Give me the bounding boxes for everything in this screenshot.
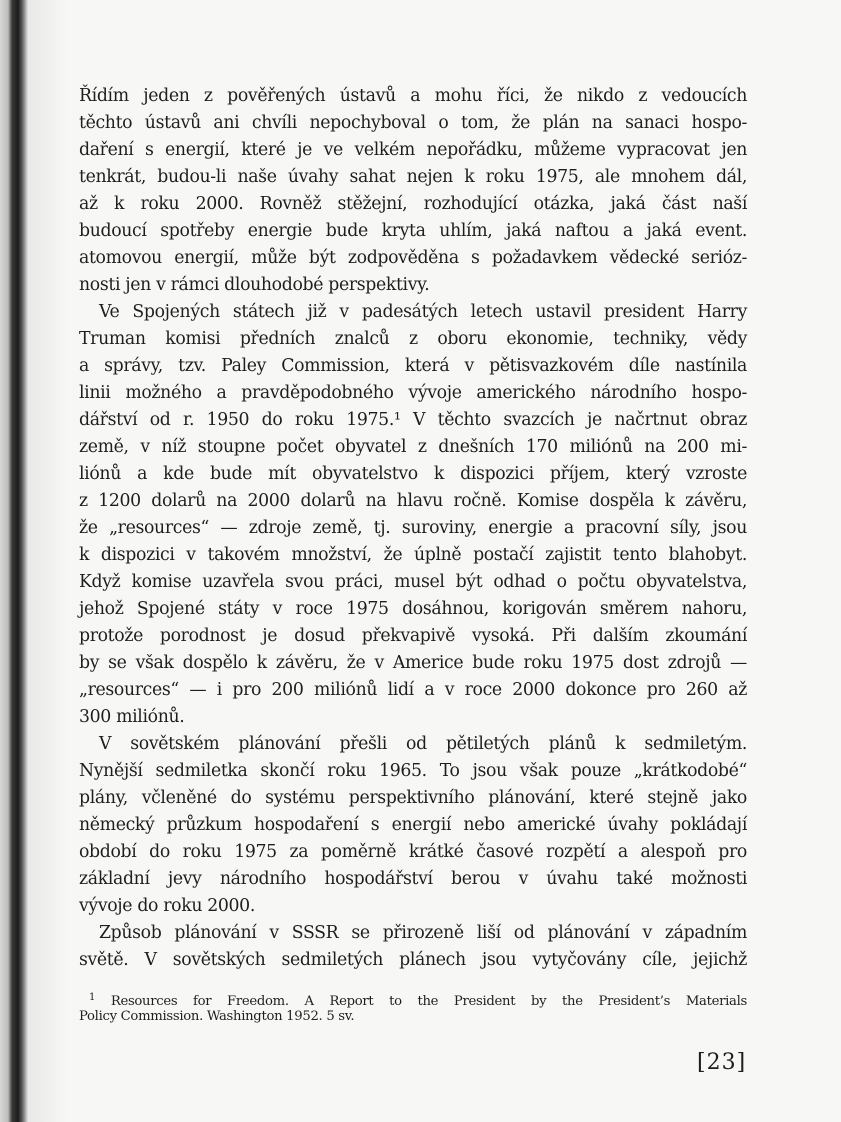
text-line: tenkrát, budou-li naše úvahy sahat nejen k roku 1975, ale mnohem dál, [79, 167, 747, 187]
footnote-line [79, 988, 747, 1007]
text-line: linii možného a pravděpodobného vývoje amerického národního hospo- [79, 383, 747, 403]
text-line: by se však dospělo k závěru, že v Americe bude roku 1975 dost zdrojů — [79, 653, 747, 673]
body-text [79, 83, 747, 974]
book-binding-edge [0, 0, 28, 1122]
footnote-text: Resources for Freedom. A Report to the President by the President’s Materials [110, 994, 747, 1009]
paragraph-1 [79, 83, 747, 299]
text-line: protože porodnost je dosud překvapivě vysoká. Při dalším zkoumání [79, 626, 747, 646]
text-line: až k roku 2000. Rovněž stěžejní, rozhodující otázka, jaká část naší [79, 194, 747, 214]
text-line: liónů a kde bude mít obyvatelstvo k dispozici příjem, který vzroste [79, 464, 747, 484]
paragraph-2 [79, 299, 747, 731]
text-line: atomovou energií, může být zodpověděna s požadavkem vědecké serióz- [79, 248, 747, 268]
text-line: jehož Spojené státy v roce 1975 dosáhnou, korigován směrem nahoru, [79, 599, 747, 619]
text-line: období do roku 1975 za poměrně krátké časové rozpětí a alespoň pro [79, 842, 747, 862]
footnote [79, 988, 747, 1026]
text-line: základní jevy národního hospodářství berou v úvahu také možnosti [79, 869, 747, 889]
footnote-marker: 1 [89, 992, 96, 1003]
text-line: Způsob plánování v SSSR se přirozeně liší od plánování v západním [99, 923, 747, 943]
text-line: z 1200 dolarů na 2000 dolarů na hlavu ročně. Komise dospěla k závěru, [79, 491, 747, 511]
text-line: země, v níž stoupne počet obyvatel z dnešních 170 miliónů na 200 mi- [79, 437, 747, 457]
text-line: plány, včleněné do systému perspektivního plánování, které stejně jako [79, 788, 747, 808]
text-line: a správy, tzv. Paley Commission, která v pětisvazkovém díle nastínila [79, 356, 747, 376]
footnote-line: Policy Commission. Washington 1952. 5 sv. [79, 1009, 355, 1024]
text-line: Nynější sedmiletka skončí roku 1965. To jsou však pouze „krátkodobé“ [79, 761, 747, 781]
text-line: Ve Spojených státech již v padesátých letech ustavil president Harry [99, 302, 747, 322]
page-gutter-shadow [28, 0, 68, 1122]
text-line: světě. V sovětských sedmiletých plánech jsou vytyčovány cíle, jejichž [79, 950, 747, 970]
text-line: 300 miliónů. [79, 707, 185, 727]
text-line: V sovětském plánování přešli od pětiletých plánů k sedmiletým. [99, 734, 747, 754]
text-line: „resources“ — i pro 200 miliónů lidí a v roce 2000 dokonce pro 260 až [79, 680, 747, 700]
text-line: nosti jen v rámci dlouhodobé perspektivy. [79, 275, 430, 295]
text-line: dářství od r. 1950 do roku 1975.¹ V těchto svazcích je načrtnut obraz [79, 410, 747, 430]
paragraph-4 [79, 920, 747, 974]
text-line: Truman komisi předních znalců z oboru ekonomie, techniky, vědy [79, 329, 747, 349]
text-line: k dispozici v takovém množství, že úplně postačí zajistit tento blahobyt. [79, 545, 747, 565]
paragraph-3 [79, 731, 747, 920]
text-line: těchto ústavů ani chvíli nepochyboval o tom, že plán na sanaci hospo- [79, 113, 747, 133]
text-line: Když komise uzavřela svou práci, musel být odhad o počtu obyvatelstva, [79, 572, 747, 592]
text-line: Řídím jeden z pověřených ústavů a mohu říci, že nikdo z vedoucích [79, 86, 747, 106]
page-number: [23] [697, 1050, 747, 1075]
text-line: budoucí spotřeby energie bude kryta uhlím, jaká naftou a jaká event. [79, 221, 747, 241]
text-line: německý průzkum hospodaření s energií nebo americké úvahy pokládají [79, 815, 747, 835]
text-line: vývoje do roku 2000. [79, 896, 255, 916]
text-line: daření s energií, které je ve velkém nepořádku, můžeme vypracovat jen [79, 140, 747, 160]
text-line: že „resources“ — zdroje země, tj. suroviny, energie a pracovní síly, jsou [79, 518, 747, 538]
